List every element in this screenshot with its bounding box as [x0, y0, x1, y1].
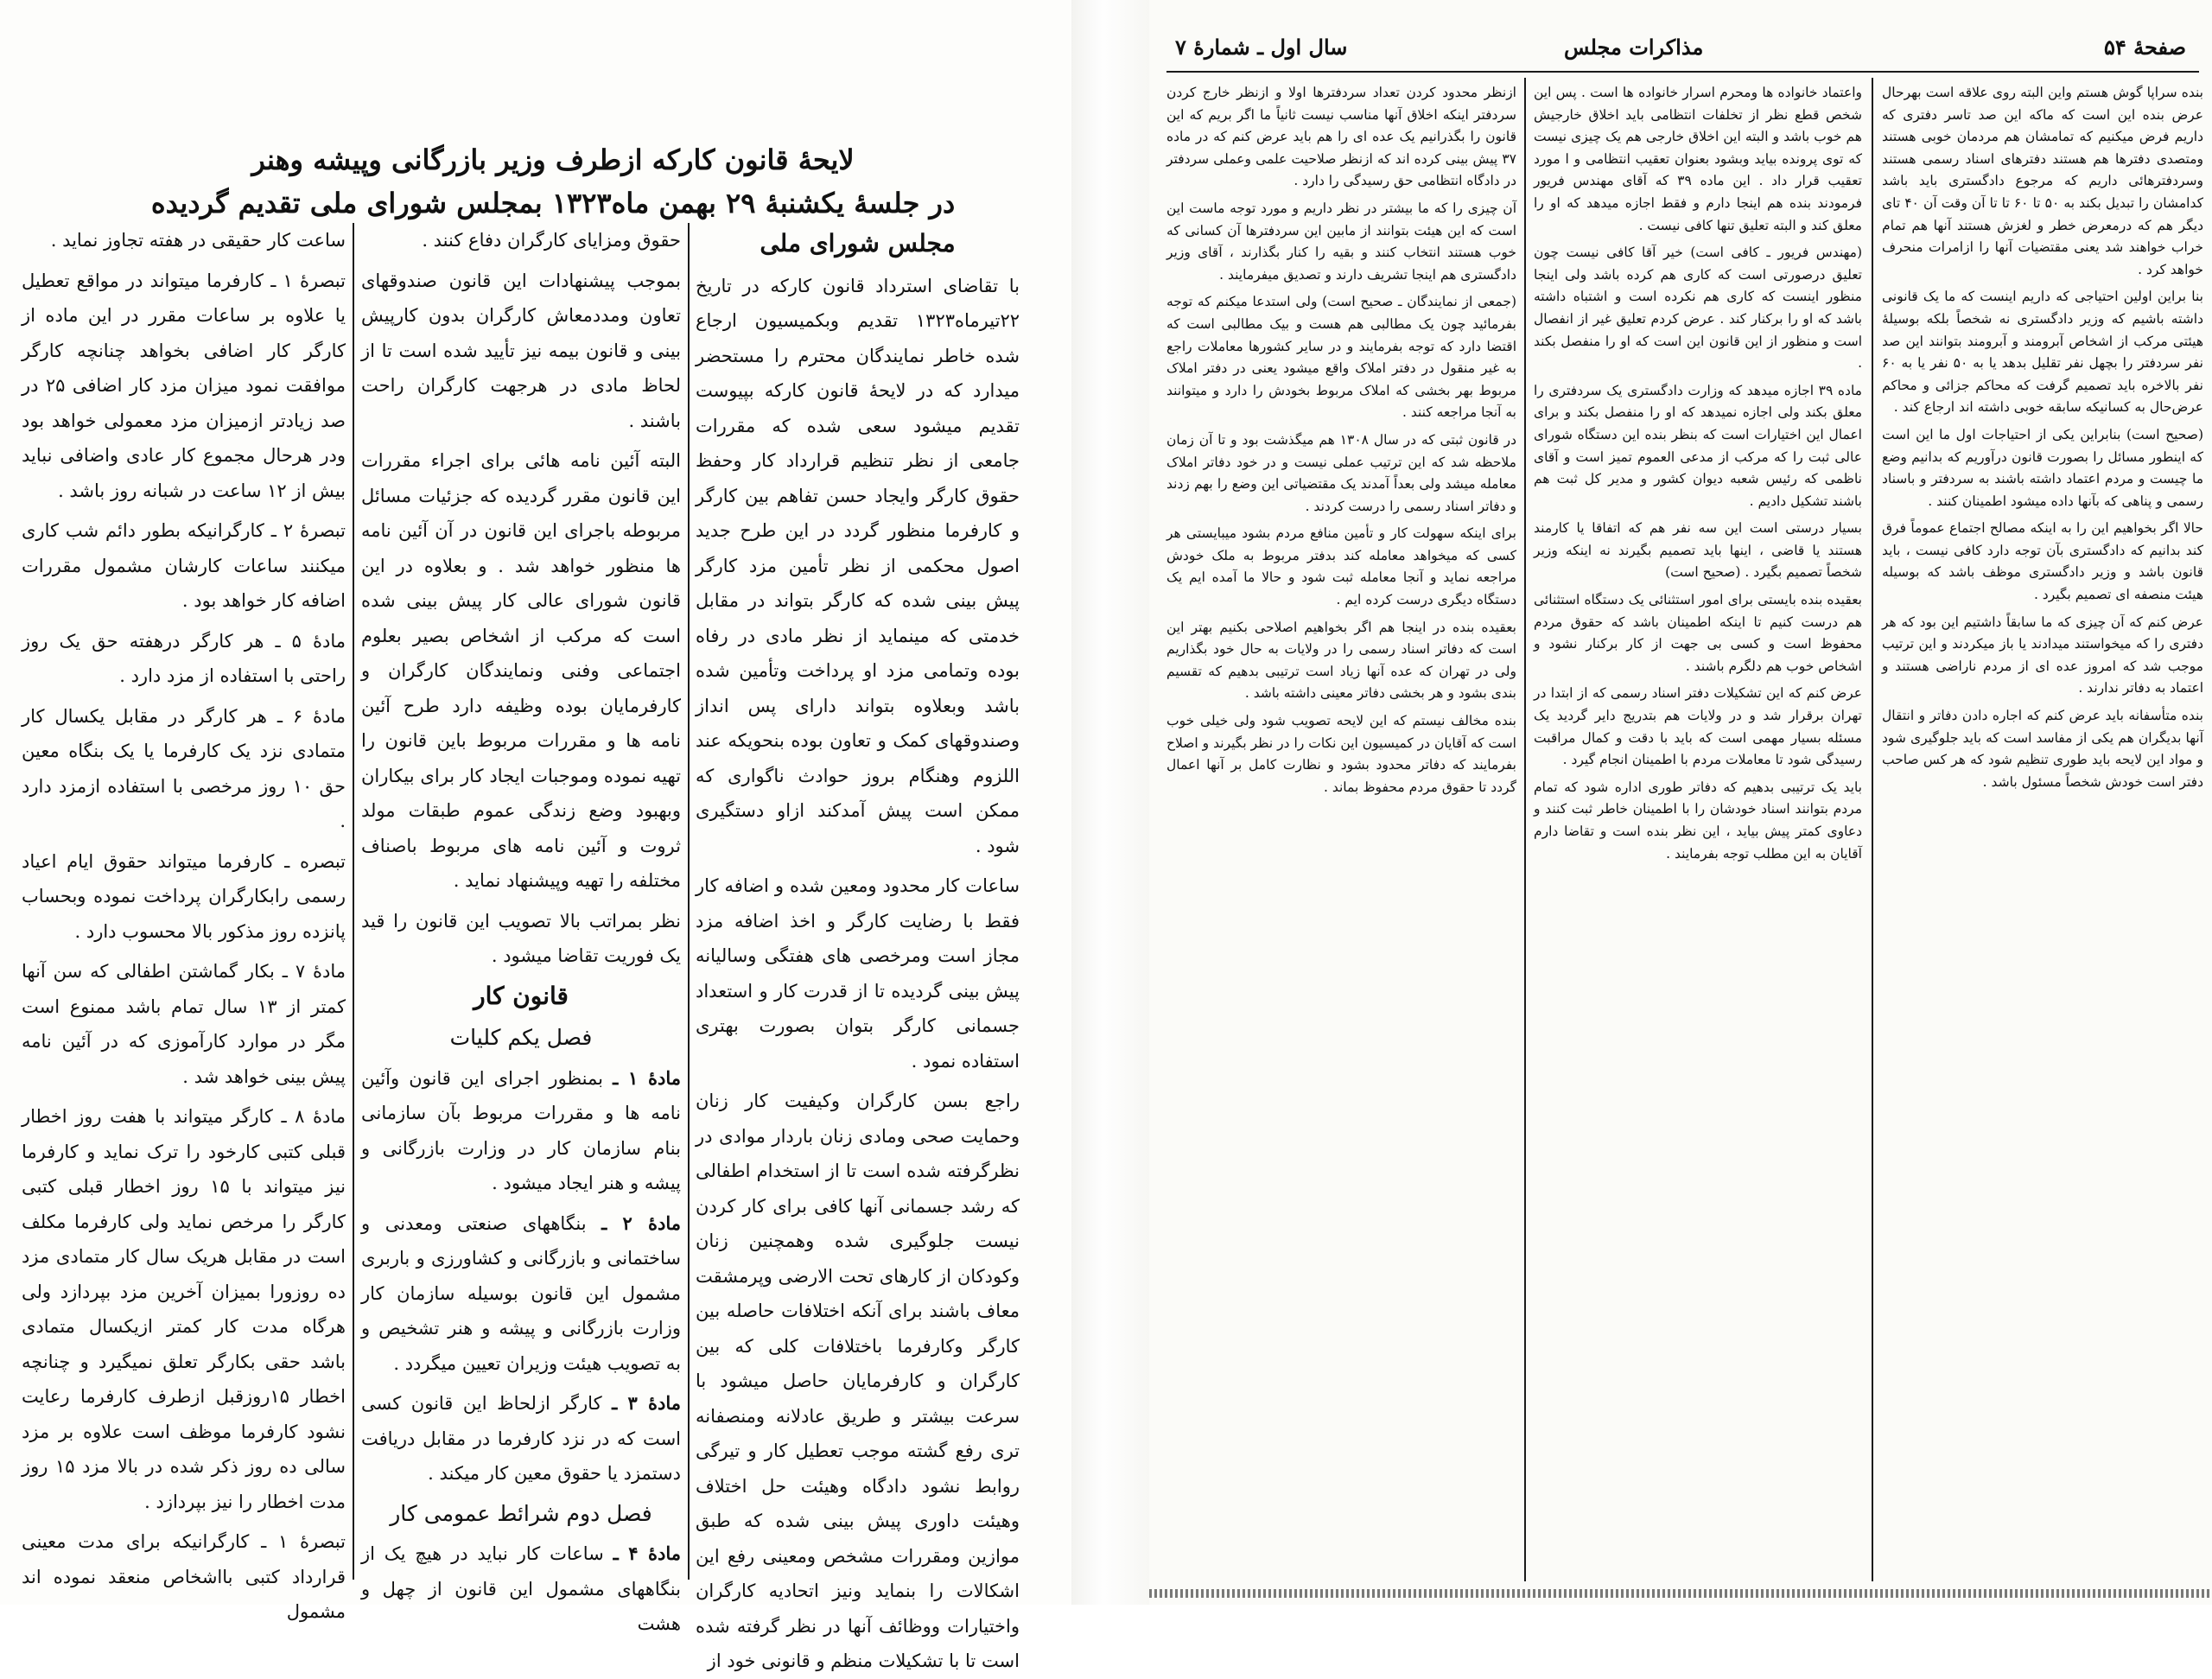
- article-label: مادهٔ ۴ ـ: [613, 1542, 681, 1564]
- paragraph: ازنظر محدود کردن تعداد سردفترها اولا و ازنظر خارج کردن سردفتر اینکه اخلاق آنها مناسب نیست ثانیاً ما اگر بریم که این قانون را بگذرانیم یک عده ای را هم باید عرض کنم که در ماده ۳۷ پیش بینی کرده اند که ازنظر صلاحیت علمی وعملی سردفتر در دادگاه انتظامی حق رسیدگی را دارد .: [1166, 85, 1516, 189]
- paragraph: مادهٔ ۸ ـ کارگر میتواند با هفت روز اخطار قبلی کتبی کارخود را ترک نماید و کارفرما نیز میتواند با ۱۵ روز اخطار قبلی کتبی کارگر را مرخص نماید ولی کارفرما مکلف است در مقابل هریک سال کار متمادی مزد ده روزورا بمیزان آخرین مزد بپردازد ولی هرگاه مدت کار کمتر ازیکسال متمادی باشد حقی بکارگر تعلق نمیگیرد و چنانچه اخطار ۱۵روزقبل ازطرف کارفرما رعایت نشود کارفرما موظف است علاوه بر مزد سالی ده روز ذکر شده در بالا مزد ۱۵ روز مدت اخطار را نیز بپردازد .: [22, 1106, 346, 1512]
- left-column-3: [22, 223, 346, 1622]
- article-text: ساعات کار نباید در هیچ یک از بنگاههای مشمول این قانون از چهل و هشت: [361, 1543, 681, 1634]
- paragraph: تبصرهٔ ۱ ـ کارفرما میتواند در مواقع تعطیل یا علاوه بر ساعات مقرر در این ماده از کارگر کار اضافی بخواهد چنانچه کارگر موافقت نمود میزان مزد کار اضافی ۲۵ در صد زیادتر ازمیزان مزد معمولی خواهد بود ودر هرحال مجموع کار عادی واضافی نباید بیش از ۱۲ ساعت در شبانه روز باشد .: [22, 270, 346, 501]
- article-label: مادهٔ ۲ ـ: [601, 1212, 681, 1234]
- paragraph: ماده ۳۹ اجازه میدهد که وزارت دادگستری یک سردفتری را معلق بکند ولی اجازه نمیدهد که او را منفصل بکند و برای اعمال این اختیارات است که بنظر بنده این دستگاه شورای عالی ثبت را که مرکب از مدعی العموم تمیز است و آقای ناظمی که رئیس شعبه دیوان کشور و مدیر کل ثبت هم باشند تشکیل دادیم .: [1534, 382, 1862, 509]
- paragraph: حالا اگر بخواهیم این را به اینکه مصالح اجتماع عموماً فرق کند بدانیم که دادگستری بآن توجه دارد کافی نیست ، باید قانون باشد و وزیر دادگستری موظف باشد که بوسیله هیئت منصفه ای تصمیم بگیرد .: [1882, 520, 2203, 603]
- bill-title-line-2: در جلسهٔ یکشنبهٔ ۲۹ بهمن ماه۱۳۲۳ بمجلس شورای ملی تقدیم گردیده: [150, 187, 956, 219]
- right-page: [1149, 0, 2212, 1605]
- column-divider: [688, 223, 690, 1580]
- article-label: مادهٔ ۳ ـ: [612, 1392, 681, 1414]
- paragraph: عرض کنم که آن چیزی که ما سابقاً داشتیم این بود که هر دفتری را که میخواستند میدادند یا باز میکردند و این ترتیب موجب شد که امروز عده ای از مردم ناراضی هستند و اعتماد به دفاتر ندارند .: [1882, 614, 2203, 696]
- paragraph: بنا براین اولین احتیاجی که داریم اینست که ما یک قانونی داشته باشیم که وزیر دادگستری نه شخصاً بلکه بوسیلهٔ هیئتی مرکب از اشخاص آبرومند و آبرومند بتوانند این صد نفر سردفتر را بچهل نفر تقلیل بدهد یا به ۵۰ نفر یا به ۶۰ نفر بالاخره باید تصمیم گرفت که محاکم جزائی و محاکم عرض‌حال به کسانیکه سابقه خوبی داشته اند ارجاع کند .: [1882, 289, 2203, 416]
- article-text: بنگاههای صنعتی ومعدنی و ساختمانی و بازرگانی و کشاورزی و باربری مشمول این قانون بوسیله سازمان کار وزارت بازرگانی و پیشه و هنر تشخیص و به تصویب هیئت وزیران تعیین میگردد .: [361, 1212, 681, 1374]
- paragraph: بنده سراپا گوش هستم واین البته روی علاقه است بهرحال عرض بنده این است که ماکه این صد تاسر دفتری که داریم فرض میکنیم که تمامشان هم مردمان خوبی هستند ومتصدی دفترها هم هستند دفترهای اسناد رسمی هستند وسردفترهائی داریم که مرجوع دادگستری باید باشد کدامشان را تبدیل بکند به ۵۰ تا ۶۰ تا تا آن وقت آن ۴۰ تای دیگر هم که درمعرض خطر و لغزش هستند آنها هم تمام خراب خواهند شد یعنی مقتضیات آنها را ازامرات منحرف خواهد کرد .: [1882, 85, 2203, 277]
- print-edge: [1149, 1589, 2212, 1598]
- left-column-1: [696, 223, 1020, 1671]
- paragraph: تبصرهٔ ۱ ـ کارگرانیکه برای مدت معینی قرارداد کتبی بااشخاص منعقد نموده اند مشمول: [22, 1531, 346, 1622]
- paragraph: بعقیده بنده در اینجا هم اگر بخواهیم اصلاحی بکنیم بهتر این است که دفاتر اسناد رسمی را در ولایات به حال خود بگذاریم ولی در تهران که عده آنها زیاد است ترتیبی بدهیم که تقسیم بندی بشود و هر بخشی دفاتر معینی داشته باشد .: [1166, 619, 1516, 702]
- book-gutter: [1071, 0, 1149, 1605]
- column-divider: [1872, 78, 1873, 1581]
- paragraph: تبصرهٔ ۲ ـ کارگرانیکه بطور دائم شب کاری میکنند ساعات کارشان مشمول مقررات اضافه کار خواهد بود .: [22, 520, 346, 611]
- paragraph: (جمعی از نمایندگان ـ صحیح است) ولی استدعا میکنم که توجه بفرمائید چون یک مطالبی هم هست و بیک مطالبی است که اقتضا دارد که توجه بفرمایند و در سایر کشورها معاملات راجع به غیر منقول در دفتر املاک واقع میشود یعنی در دفتر املاک مربوط بهر بخشی که املاک مربوط بخودش را دارد و میتوانند به آنجا مراجعه کنند .: [1166, 294, 1516, 421]
- paragraph: مادهٔ ۵ ـ هر کارگر درهفته حق یک روز راحتی با استفاده از مزد دارد .: [22, 630, 346, 686]
- column-divider: [1524, 78, 1526, 1581]
- page-number: صفحهٔ ۵۴: [2103, 35, 2186, 60]
- paragraph: با تقاضای استرداد قانون کارکه در تاریخ ۲۲تیرماه۱۳۲۳ تقدیم وبکمیسیون ارجاع شده خاطر نمایندگان محترم را مستحضر میدارد که در لایحهٔ قانون کارکه بپیوست تقدیم میشود سعی شده که مقررات جامعی از نظر تنظیم قرارداد کار وحفظ حقوق کارگر وایجاد حسن تفاهم بین کارگر و کارفرما منظور گردد در این طرح جدید اصول محکمی از نظر تأمین مزد کارگر پیش بینی شده که کارگر بتواند در مقابل خدمتی که مینماید از نظر مادی در رفاه بوده وتمامی مزد او پرداخت وتأمین شده باشد وبعلاوه بتواند دارای پس انداز وصندوقهای کمک و تعاون بوده بنحویکه عند اللزوم وهنگام بروز حوادث ناگواری که ممکن است پیش آمدکند ازاو دستگیری شود .: [696, 275, 1020, 856]
- chapter-heading-2: فصل دوم شرائط عمومی کار: [390, 1500, 652, 1526]
- article-text: بمنظور اجرای این قانون وآئین نامه ها و مقررات مربوط بآن سازمانی بنام سازمان کار در وزارت بازرگانی و پیشه و هنر ایجاد میشود .: [361, 1067, 681, 1193]
- paragraph: بعقیده بنده بایستی برای امور استثنائی یک دستگاه استثنائی هم درست کنیم تا اینکه اطمینان باشد که حقوق مردم محفوظ است و کسی بی جهت از کار برکنار نشود و اشخاص خوب هم دلگرم باشند .: [1534, 592, 1862, 674]
- section-heading-majlis: مجلس شورای ملی: [760, 229, 956, 258]
- paragraph: مادهٔ ۶ ـ هر کارگر در مقابل یکسال کار متمادی نزد یک کارفرما یا یک بنگاه معین حق ۱۰ روز مرخصی با استفاده ازمزد دارد .: [22, 705, 346, 831]
- volume-issue: سال اول ـ شمارهٔ ۷: [1175, 35, 1348, 60]
- paragraph: بموجب پیشنهادات این قانون صندوقهای تعاون ومددمعاش کارگران بدون کارپیش بینی و قانون بیمه نیز تأیید شده است تا از لحاظ مادی در هرجهت کارگران راحت باشند .: [361, 270, 681, 431]
- article: [361, 1206, 681, 1382]
- paragraph: (مهندس فریور ـ کافی است) خیر آقا کافی نیست چون تعلیق درصورتی است که کاری هم کرده باشد ولی اینجا منظور اینست که کاری هم نکرده است و اشتباه داشته باشد که او را برکنار کند . عرض کردم تعلیق غیر از انفصال است و منظور از این قانون این است که او را منفصل بکند .: [1534, 245, 1862, 372]
- paragraph: در قانون ثبتی که در سال ۱۳۰۸ هم میگذشت بود و تا آن زمان ملاحظه شد که این ترتیب عملی نیست و در خود دفاتر املاک معامله میشد ولی بعداً آمدند یک مقتضیاتی این وضع را بهم زدند و دفاتر اسناد رسمی را درست کردند .: [1166, 431, 1516, 514]
- bill-title: [86, 138, 1020, 225]
- article-text: کارگر ازلحاظ این قانون کسی است که در نزد کارفرما در مقابل دریافت دستمزد یا حقوق معین کار میکند .: [361, 1393, 681, 1484]
- paragraph: ساعت کار حقیقی در هفته تجاوز نماید .: [50, 230, 346, 251]
- paragraph: (صحیح است) بنابراین یکی از احتیاجات اول ما این است که اینطور مسائل را بصورت قانون درآوریم که بدانیم وضع ما چیست و مردم اعتماد داشته باشند به سردفتر و باسناد رسمی و پناهی که بآنها داده میشود اطمینان کنند .: [1882, 426, 2203, 509]
- article: [361, 1536, 681, 1642]
- left-page: [0, 0, 1071, 1671]
- law-heading: قانون کار: [474, 981, 569, 1010]
- paragraph: بسیار درستی است این سه نفر هم که اتفاقا یا کارمند هستند یا قاضی ، اینها باید تصمیم بگیرند نه اینکه وزیر شخصاً تصمیم بگیرد . (صحیح است): [1534, 520, 1862, 581]
- header-rule: [1166, 71, 2199, 73]
- paragraph: راجع بسن کارگران وکیفیت کار زنان وحمایت صحی ومادی زنان باردار موادی در نظرگرفته شده است تا از استخدام اطفالی که رشد جسمانی آنها کافی برای کار کردن نیست جلوگیری شده وهمچنین زنان وکودکان از کارهای تحت الارضی وپرمشقت معاف باشند برای آنکه اختلافات حاصله بین کارگر وکارفرما باختلافات کلی که بین کارگران و کارفرمایان حاصل میشود با سرعت بیشتر و طریق عادلانه ومنصفانه تری رفع گشته موجب تعطیل کار و تیرگی روابط نشود دادگاه وهیئت حل اختلاف وهیئت داوری پیش بینی شده که طبق موازین ومقررات مشخص ومعینی رفع این اشکالات را بنماید ونیز اتحادیه کارگران واختیارات ووظائف آنها در نظر گرفته شده است تا با تشکیلات منظم و قانونی خود از: [696, 1091, 1020, 1671]
- paragraph: نظر بمراتب بالا تصویب این قانون را قید یک فوریت تقاضا میشود .: [361, 910, 681, 966]
- left-column-2: [361, 223, 682, 1634]
- paragraph: واعتماد خانواده ها ومحرم اسرار خانواده ها است . پس این شخص قطع نظر از تخلفات انتظامی باید اخلاق خارجیش هم خوب باشد و البته این اخلاق خارجی هم یک چیزی نیست که توی پرونده بیاید وبشود بعنوان تعقیب انتظامی و ا مورد تعقیب قرار داد . این ماده ۳۹ که آقای مهندس فریور فرمودند بنده هم اینجا دارم و فقط اجازه میدهد که او را معلق کند و البته تعلیق تنها کافی نیست .: [1534, 85, 1863, 233]
- publication-title: مذاکرات مجلس: [1564, 35, 1704, 60]
- right-column-1: [1882, 82, 2203, 1573]
- paragraph: بنده مخالف نیستم که این لایحه تصویب شود ولی خیلی خوب است که آقایان در کمیسیون این نکات را در نظر بگیرند و اصلاح بفرمایند که دفاتر محدود بشود و نظارت کامل بر آنها اعمال گردد تا حقوق مردم محفوظ بماند .: [1166, 713, 1516, 795]
- bill-title-line-1: لایحهٔ قانون کارکه ازطرف وزیر بازرگانی وپیشه وهنر: [251, 143, 855, 176]
- paragraph: باید یک ترتیبی بدهیم که دفاتر طوری اداره شود که تمام مردم بتوانند اسناد خودشان را با اطمینان خاطر ثبت کنند و دعاوی کمتر پیش بیاید ، این نظر بنده است و تقاضا دارم آقایان به این مطلب توجه بفرمایند .: [1534, 779, 1862, 862]
- right-column-3: [1166, 82, 1516, 1573]
- column-divider: [353, 223, 354, 1580]
- chapter-heading-1: فصل یکم کلیات: [449, 1025, 593, 1050]
- paragraph: برای اینکه سهولت کار و تأمین منافع مردم بشود میبایستی هر کسی که میخواهد معامله کند بدفتر مربوط به ملک خودش مراجعه نماید و آنجا معامله ثبت شود و حالا ما آمده ایم یک دستگاه دیگری درست کرده ایم .: [1166, 525, 1516, 608]
- paragraph: مادهٔ ۷ ـ بکار گماشتن اطفالی که سن آنها کمتر از ۱۳ سال تمام باشد ممنوع است مگر در موارد کارآموزی که در آئین نامه پیش بینی خواهد شد .: [22, 961, 346, 1087]
- article: [361, 1386, 681, 1491]
- paragraph: بنده متأسفانه باید عرض کنم که اجاره دادن دفاتر و انتقال آنها بدیگران هم یکی از مفاسد است که باید جلوگیری شود و مواد این لایحه باید طوری تنظیم شود که هر کس صاحب دفتر است خودش شخصاً مسئول باشد .: [1882, 708, 2203, 790]
- paragraph: حقوق ومزایای کارگران دفاع کنند .: [422, 230, 681, 251]
- running-header: [1149, 35, 2212, 66]
- right-column-2: [1534, 82, 1862, 1573]
- paragraph: ساعات کار محدود ومعین شده و اضافه کار فقط با رضایت کارگر و اخذ اضافه مزد مجاز است ومرخصی های هفتگی وسالیانه پیش بینی گردیده تا از قدرت کار و استعداد جسمانی کارگر بتوان بصورت بهتری استفاده نمود .: [696, 875, 1020, 1072]
- paragraph: عرض کنم که این تشکیلات دفتر اسناد رسمی که از ابتدا در تهران برقرار شد و در ولایات هم بتدریج دایر گردید یک مسئله بسیار مهمی است که باید با دقت و کمال مراقبت رسیدگی شود تا معاملات مردم با اطمینان انجام گیرد .: [1534, 685, 1862, 768]
- paragraph: البته آئین نامه هائی برای اجراء مقررات این قانون مقرر گردیده که جزئیات مسائل مربوطه باجرای این قانون در آن آئین نامه ها منظور خواهد شد . و بعلاوه در این قانون شورای عالی کار پیش بینی شده است که مرکب از اشخاص بصیر بعلوم اجتماعی وفنی ونمایندگان کارگران و کارفرمایان بوده وظیفه دارد طرح آئین نامه ها و مقررات مربوط باین قانون را تهیه نموده وموجبات ایجاد کار برای بیکاران وبهبود وضع زندگی عموم طبقات مولد ثروت و آئین نامه های مربوط باصناف مختلفه را تهیه وپیشنهاد نماید .: [361, 450, 681, 891]
- paragraph: تبصره ـ کارفرما میتواند حقوق ایام اعیاد رسمی رابکارگران پرداخت نموده وبحساب پانزده روز مذکور بالا محسوب دارد .: [22, 850, 346, 942]
- article-label: مادهٔ ۱ ـ: [613, 1066, 682, 1089]
- paragraph: آن چیزی را که ما بیشتر در نظر داریم و مورد توجه ماست این است که این هیئت بتوانند از مابین این سردفترها آن کسانی که خوب هستند انتخاب کنند و بقیه را کنار بگذارند ، آقای وزیر دادگستری هم اینجا تشریف دارند و تصدیق میفرمایند .: [1166, 200, 1516, 283]
- article: [361, 1061, 681, 1201]
